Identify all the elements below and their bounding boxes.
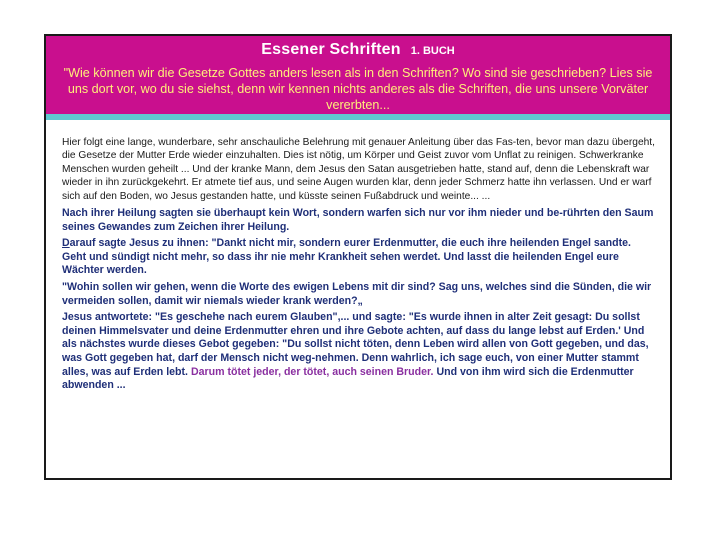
slide-header <box>46 36 670 120</box>
title-row <box>46 40 670 61</box>
paragraph-jesus-said <box>62 237 658 278</box>
slide-body <box>62 136 658 396</box>
paragraph-commandments <box>62 311 658 393</box>
commandments-text: Jesus antwortete: "Es geschehe nach eurem Glauben",... und sagte: "Es wurde ihnen in alter Zeit gesagt: Du sollst deinen Himmelsvater und deine Erdenmutter ehren und ihre Gebote achten, auf dass du lange lebst auf Erden.' Und als nächstes wurde dieses Gebot gegeben: "Du sollst nicht töten, denn Leben wird allen von Gott gegeben, und das, was Gott gegeben hat, darf der Mensch nicht weg-nehmen. Denn wahrlich, ich sage euch, von einer Mutter stammt alles, was auf Erden lebt. <box>62 311 649 378</box>
paragraph-healing: Nach ihrer Heilung sagten sie überhaupt kein Wort, sondern warfen sich nur vor ihm nieder und be-rührten den Saum seines Gewandes zum Zeichen ihrer Heilung. <box>62 207 654 233</box>
highlighted-sentence: Darum tötet jeder, der tötet, auch seinen Bruder. <box>190 365 434 378</box>
paragraph-jesus-said-text: arauf sagte Jesus zu ihnen: "Dankt nicht mir, sondern eurer Erdenmutter, die euch ihre heilenden Engel sandte. Geht und sündigt nicht mehr, so dass ihr nie mehr Krankheit sehen werdet. Und lasst die heilenden Engel eure Wächter werden. <box>62 237 631 277</box>
intro-paragraph: Hier folgt eine lange, wunderbare, sehr anschauliche Belehrung mit genauer Anleitung über das Fas-ten, bevor man dazu übergeht, die Gesetze der Mutter Erde wieder einzuhalten. Dies ist nötig, um Körper und Geist zuvor vom Unflat zu reinigen. Schwerkranke Menschen wurden geheilt ... Und der kranke Mann, dem Jesus den Satan ausgetrieben hatte, stand auf, denn die Lebenskraft war wieder in ihn zurückgekehrt. Er atmete tief aus, und seine Augen wurden klar, denn jeder Schmerz hatte ihn verlassen. Und er warf sich auf den Boden, wo Jesus gestanden hatte, und küsste seinen Fußabdruck und weinte... ... <box>62 137 655 202</box>
slide-frame <box>44 34 672 480</box>
header-question: "Wie können wir die Gesetze Gottes anders lesen als in den Schriften? Wo sind sie geschrieben? Lies sie uns dort vor, wo du sie siehst, denn wir kennen nichts anderes als die Schriften, die uns unsere Vorväter vererbten... <box>63 66 653 112</box>
page-title: Essener Schriften <box>261 41 401 58</box>
paragraph-question: "Wohin sollen wir gehen, wenn die Worte des ewigen Lebens mit dir sind? Sag uns, welches sind die Sünden, die wir vermeiden sollen, damit wir niemals wieder krank werden?„ <box>62 281 652 307</box>
book-label: 1. BUCH <box>410 45 455 57</box>
dropcap-letter: D <box>62 237 70 250</box>
commandments-ending: Und von ihm wird sich die Erdenmutter abwenden ... <box>62 365 634 392</box>
